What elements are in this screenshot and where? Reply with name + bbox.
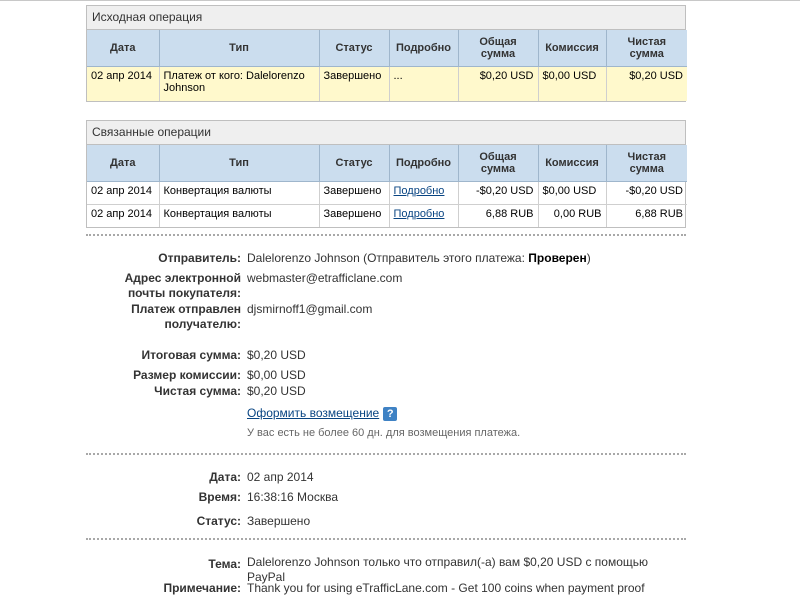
table-header-row [87,30,687,67]
subject-value: Dalelorenzo Johnson только что отправил(-а) вам $0,20 USD с помощью PayPal [247,555,649,584]
refund-deadline-note: У вас есть не более 60 дн. для возмещения платежа. [247,427,521,439]
col-header-gross: Общая сумма [458,145,538,182]
cell-details [389,205,458,228]
col-header-net: Чистая сумма [606,30,687,67]
refund-row [86,406,686,426]
details-link[interactable]: Подробно [393,185,445,197]
col-header-status: Статус [319,30,389,67]
col-header-date: Дата [87,145,159,182]
memo-row [86,581,686,601]
cell-type: Платеж от кого: Dalelorenzo Johnson [159,67,319,102]
col-header-fee: Комиссия [538,30,606,67]
status-label: Статус: [196,514,241,528]
time-row [86,490,686,514]
sent-to-value: djsmirnoff1@gmail.com [247,302,373,316]
message-section [86,540,686,601]
cell-fee: 0,00 RUB [538,205,606,228]
cell-status: Завершено [319,205,389,228]
total-row [86,348,686,368]
col-header-net: Чистая сумма [606,145,687,182]
col-header-details: Подробно [389,30,458,67]
total-value: $0,20 USD [247,348,306,362]
buyer-email-value: webmaster@etrafficlane.com [247,271,403,285]
cell-fee: $0,00 USD [538,67,606,102]
cell-date: 02 апр 2014 [87,182,159,205]
cell-date: 02 апр 2014 [87,205,159,228]
cell-type: Конвертация валюты [159,205,319,228]
date-row [86,470,686,490]
table-row [87,205,687,228]
details-link[interactable]: Подробно [393,208,445,220]
status-value: Завершено [247,514,311,528]
related-transactions-table [87,145,687,227]
cell-fee: $0,00 USD [538,182,606,205]
fee-value: $0,00 USD [247,368,306,382]
related-transactions-panel [86,120,686,228]
sent-to-label: Платеж отправлен получателю: [131,302,241,331]
col-header-gross: Общая сумма [458,30,538,67]
cell-date: 02 апр 2014 [87,67,159,102]
cell-net: -$0,20 USD [606,182,687,205]
panel-title: Исходная операция [87,6,685,30]
net-value: $0,20 USD [247,384,306,398]
table-header-row [87,145,687,182]
fee-row [86,368,686,384]
sender-row [86,251,686,271]
issue-refund-link[interactable]: Оформить возмещение [247,406,380,420]
sender-name: Dalelorenzo Johnson [247,251,360,265]
help-icon[interactable]: ? [383,407,397,421]
cell-type: Конвертация валюты [159,182,319,205]
buyer-email-row [86,271,686,302]
cell-net: 6,88 RUB [606,205,687,228]
memo-label: Примечание: [163,581,241,595]
net-row [86,384,686,406]
table-row [87,182,687,205]
total-label: Итоговая сумма: [141,348,241,362]
net-label: Чистая сумма: [154,384,241,398]
time-label: Время: [198,490,241,504]
timestamp-section [86,455,686,534]
table-row [87,67,687,102]
cell-gross: -$0,20 USD [458,182,538,205]
sender-verified-status: Проверен [528,251,587,265]
sender-value [247,251,686,266]
cell-status: Завершено [319,67,389,102]
sent-to-row [86,302,686,348]
cell-details: ... [389,67,458,102]
sender-note-prefix: (Отправитель этого платежа: [363,251,525,265]
cell-gross: $0,20 USD [458,67,538,102]
col-header-fee: Комиссия [538,145,606,182]
original-transaction-panel [86,5,686,102]
cell-net: $0,20 USD [606,67,687,102]
subject-row [86,555,686,584]
sender-label: Отправитель: [158,251,241,265]
col-header-details: Подробно [389,145,458,182]
time-value: 16:38:16 Москва [247,490,339,504]
col-header-date: Дата [87,30,159,67]
panel-title: Связанные операции [87,121,685,145]
fee-label: Размер комиссии: [133,368,241,382]
cell-gross: 6,88 RUB [458,205,538,228]
col-header-status: Статус [319,145,389,182]
col-header-type: Тип [159,145,319,182]
memo-value: Thank you for using eTrafficLane.com - Get 100 coins when payment proof [247,581,645,595]
sender-note-suffix: ) [586,251,591,265]
subject-label: Тема: [208,557,241,571]
payer-details-section [86,236,686,453]
buyer-email-label: Адрес электронной почты покупателя: [124,271,241,300]
transaction-details-page [86,5,686,601]
date-label: Дата: [209,470,241,484]
cell-status: Завершено [319,182,389,205]
cell-details [389,182,458,205]
date-value: 02 апр 2014 [247,470,314,484]
refund-note-row [86,426,686,453]
status-row [86,514,686,534]
original-transaction-table [87,30,687,101]
col-header-type: Тип [159,30,319,67]
top-border [0,0,800,1]
